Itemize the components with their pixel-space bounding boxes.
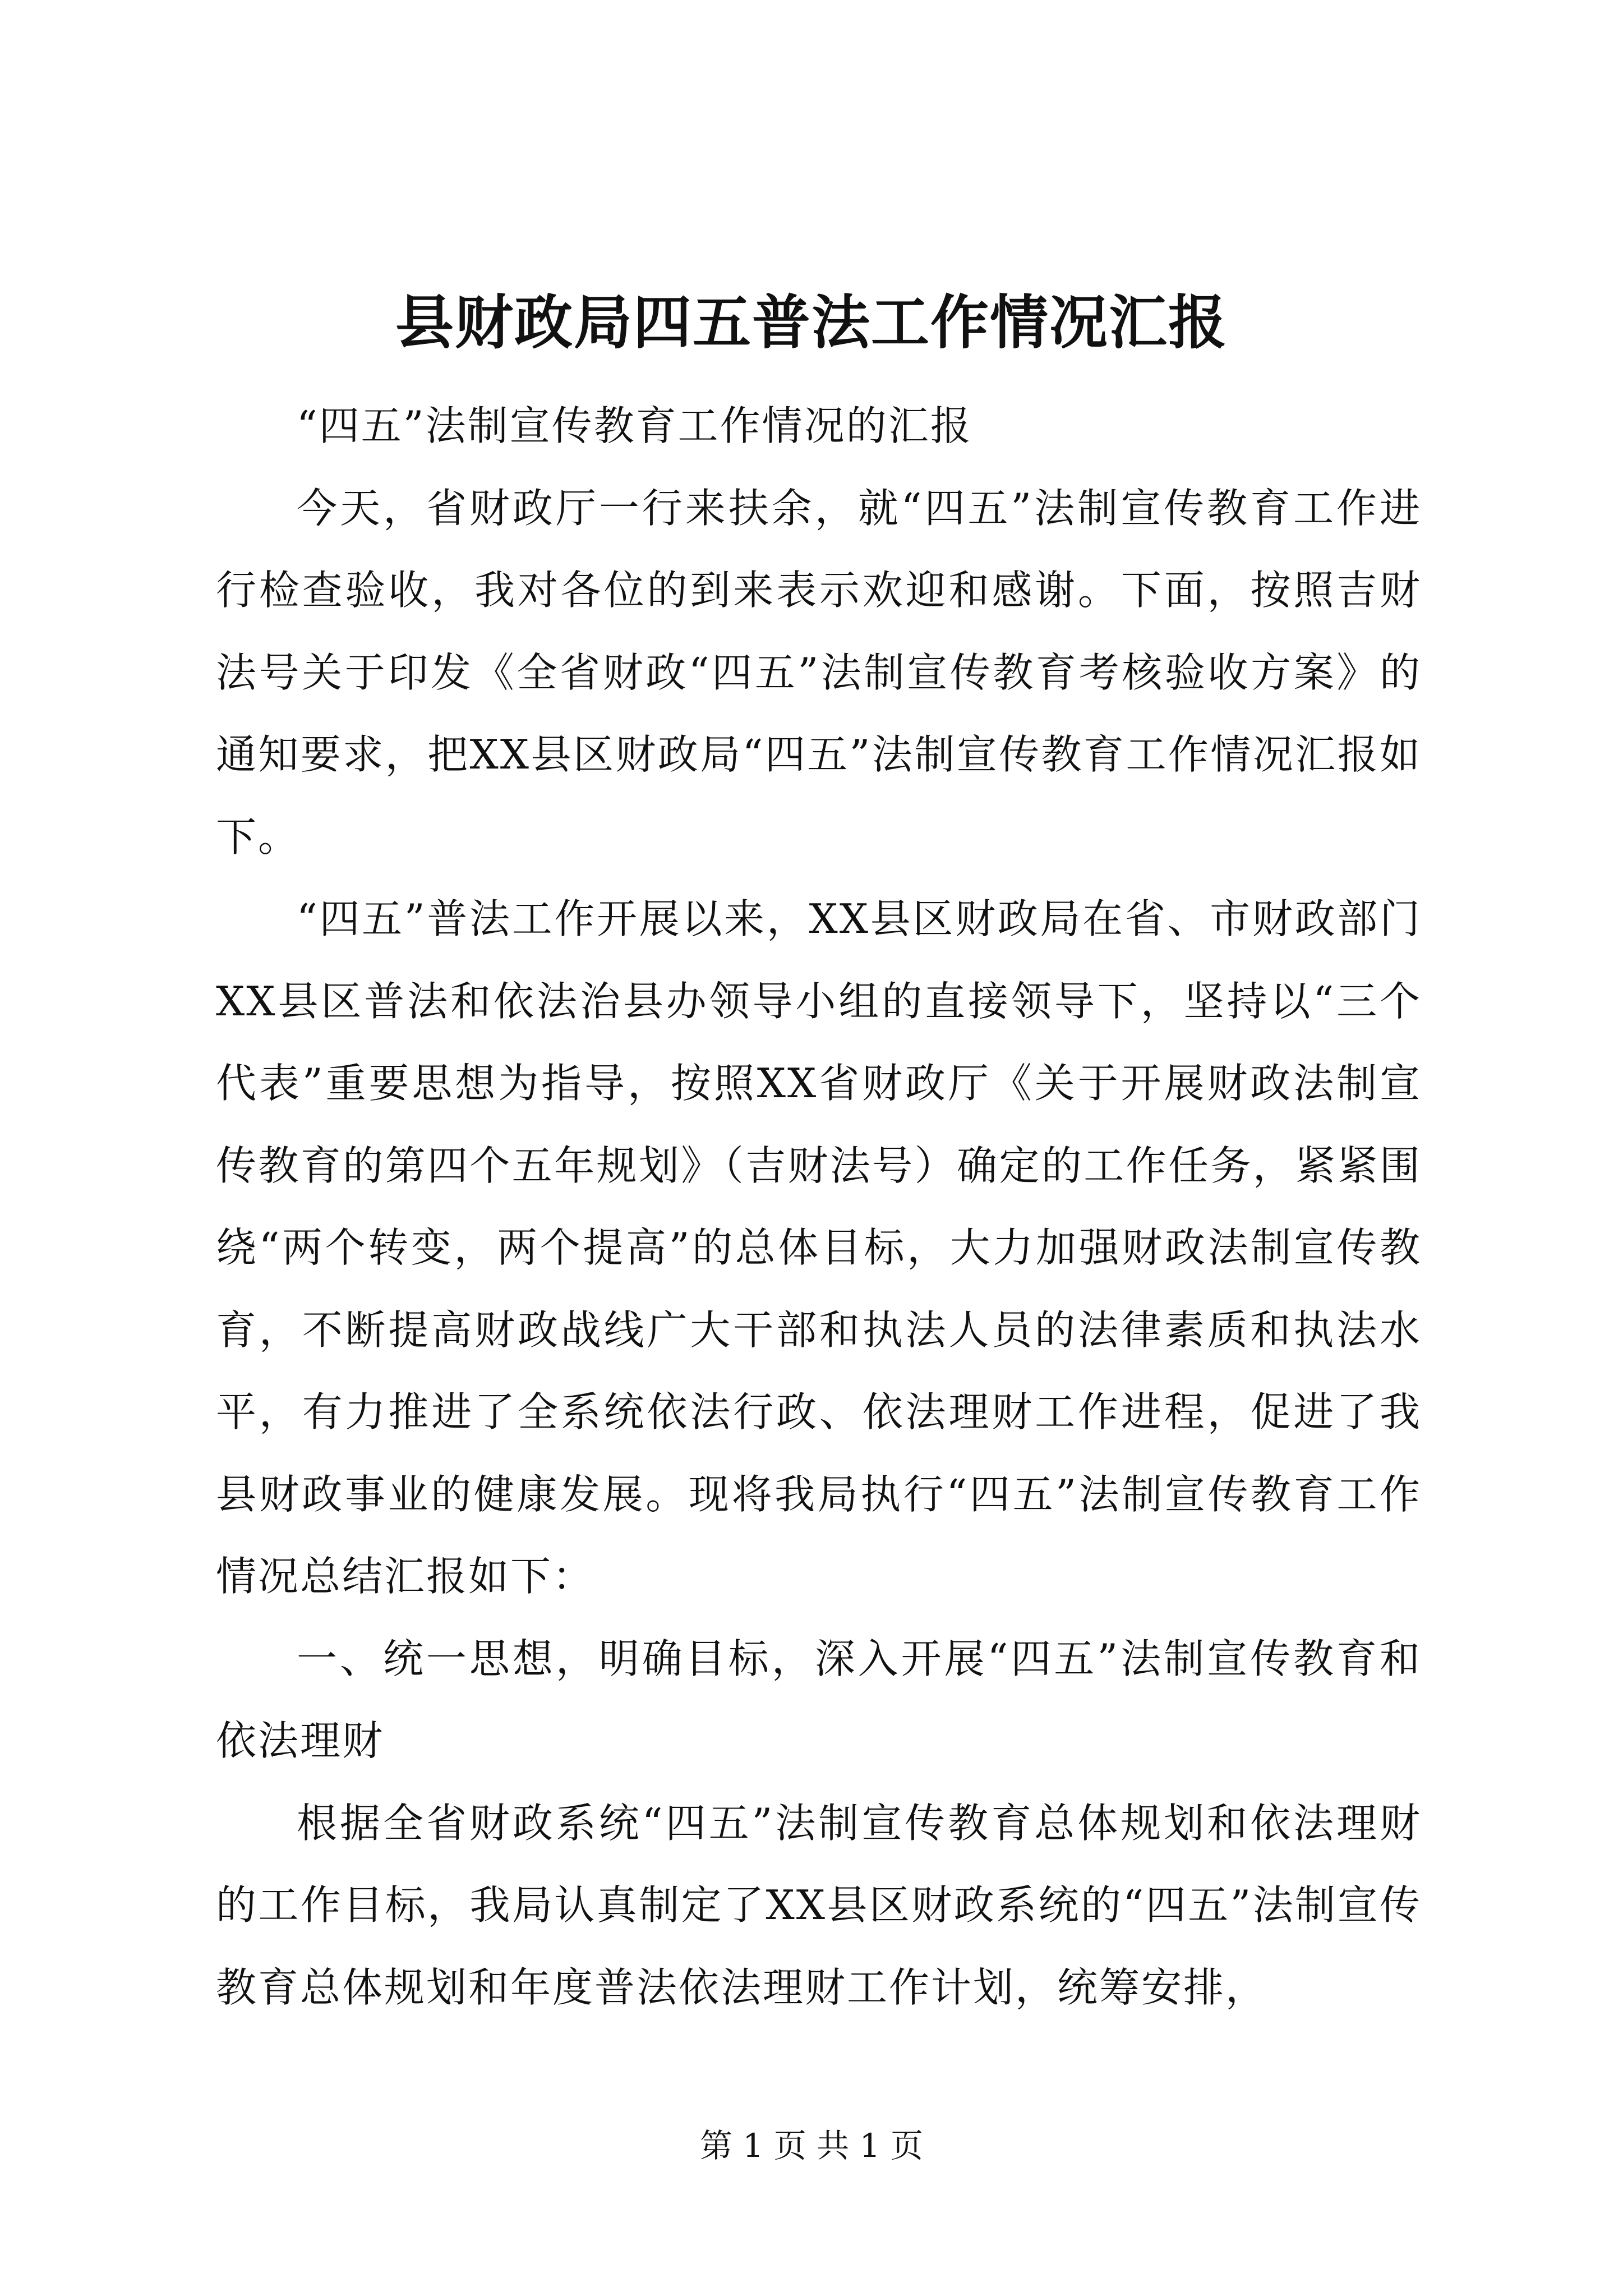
paragraph-overview: “四五”普法工作开展以来，XX县区财政局在省、市财政部门XX县区普法和依法治县办领导小组的直接领导下，坚持以“三个代表”重要思想为指导，按照XX省财政厅《关于开展财政法制宣传教育的第四个五年规划》（吉财法号）确定的工作任务，紧紧围绕“两个转变，两个提高”的总体目标，大力加强财政法制宣传教育，不断提高财政战线广大干部和执法人员的法律素质和执法水平，有力推进了全系统依法行政、依法理财工作进程，促进了我县财政事业的健康发展。现将我局执行“四五”法制宣传教育工作情况总结汇报如下： <box>216 895 1422 1600</box>
document-body <box>216 385 1422 2028</box>
document-title: 县财政局四五普法工作情况汇报 <box>395 288 1228 357</box>
paragraph-section-1: 根据全省财政系统“四五”法制宣传教育总体规划和依法理财的工作目标，我局认真制定了XX县区财政系统的“四五”法制宣传教育总体规划和年度普法依法理财工作计划，统筹安排， <box>216 1799 1422 2011</box>
section-heading-1: 一、统一思想，明确目标，深入开展“四五”法制宣传教育和依法理财 <box>216 1635 1422 1764</box>
paragraph-subtitle: “四五”法制宣传教育工作情况的汇报 <box>297 402 972 449</box>
paragraph-intro: 今天，省财政厅一行来扶余，就“四五”法制宣传教育工作进行检查验收，我对各位的到来表示欢迎和感谢。下面，按照吉财法号关于印发《全省财政“四五”法制宣传教育考核验收方案》的通知要求，把XX县区财政局“四五”法制宣传教育工作情况汇报如下。 <box>216 484 1422 861</box>
page-footer: 第 1 页 共 1 页 <box>700 2127 923 2165</box>
